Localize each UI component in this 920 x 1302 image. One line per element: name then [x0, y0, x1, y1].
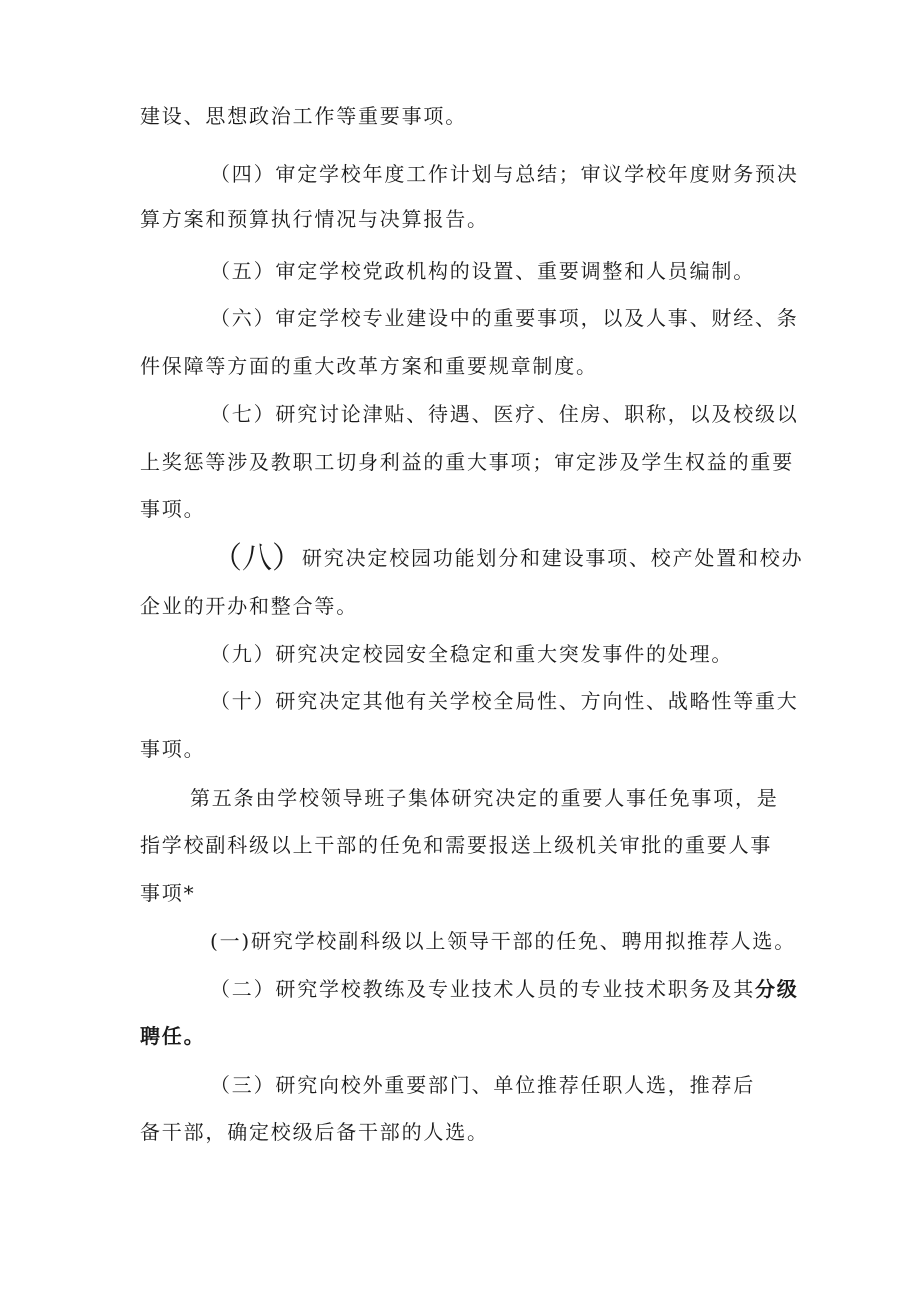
- text-line-9: 事项。: [140, 497, 206, 521]
- text-line-6: 件保障等方面的重大改革方案和重要规章制度。: [140, 354, 598, 378]
- text-line-10: [212, 541, 804, 576]
- text-line-19-body: （二）研究学校教练及专业技术人员的专业技术职务及其: [210, 977, 755, 1001]
- text-line-19-bold: 分级: [755, 977, 799, 1001]
- text-line-4: （五）审定学校党政机构的设置、重要调整和人员编制。: [210, 259, 755, 283]
- text-line-1: 建设、思想政治工作等重要事项。: [140, 104, 467, 128]
- text-line-10-body: 研究决定校园功能划分和建设事项、校产处置和校办: [302, 546, 804, 570]
- text-line-2: （四）审定学校年度工作计划与总结；审议学校年度财务预决: [210, 162, 799, 186]
- large-numeral-eight: （八）: [212, 541, 302, 576]
- text-line-7: （七）研究讨论津贴、待遇、医疗、住房、职称，以及校级以: [210, 402, 799, 426]
- text-line-14: 事项。: [140, 737, 206, 761]
- text-line-8: 上奖惩等涉及教职工切身利益的重大事项；审定涉及学生权益的重要: [140, 450, 794, 474]
- text-line-18: (一)研究学校副科级以上领导干部的任免、聘用拟推荐人选。: [210, 929, 797, 953]
- text-line-11: 企业的开办和整合等。: [140, 594, 358, 618]
- text-line-5: （六）审定学校专业建设中的重要事项，以及人事、财经、条: [210, 306, 799, 330]
- text-line-16: 指学校副科级以上干部的任免和需要报送上级机关审批的重要人事: [140, 833, 773, 857]
- text-line-21: （三）研究向校外重要部门、单位推荐任职人选，推荐后: [210, 1073, 755, 1097]
- text-line-15: 第五条由学校领导班子集体研究决定的重要人事任免事项，是: [190, 786, 779, 810]
- text-line-12: （九）研究决定校园安全稳定和重大突发事件的处理。: [210, 642, 734, 666]
- text-line-22: 备干部，确定校级后备干部的人选。: [140, 1120, 489, 1144]
- text-line-3: 算方案和预算执行情况与决算报告。: [140, 207, 489, 231]
- text-line-19: [210, 976, 799, 1002]
- text-line-17: 事项*: [140, 881, 196, 905]
- text-line-20: 聘任。: [140, 1024, 206, 1048]
- text-line-13: （十）研究决定其他有关学校全局性、方向性、战略性等重大: [210, 689, 799, 713]
